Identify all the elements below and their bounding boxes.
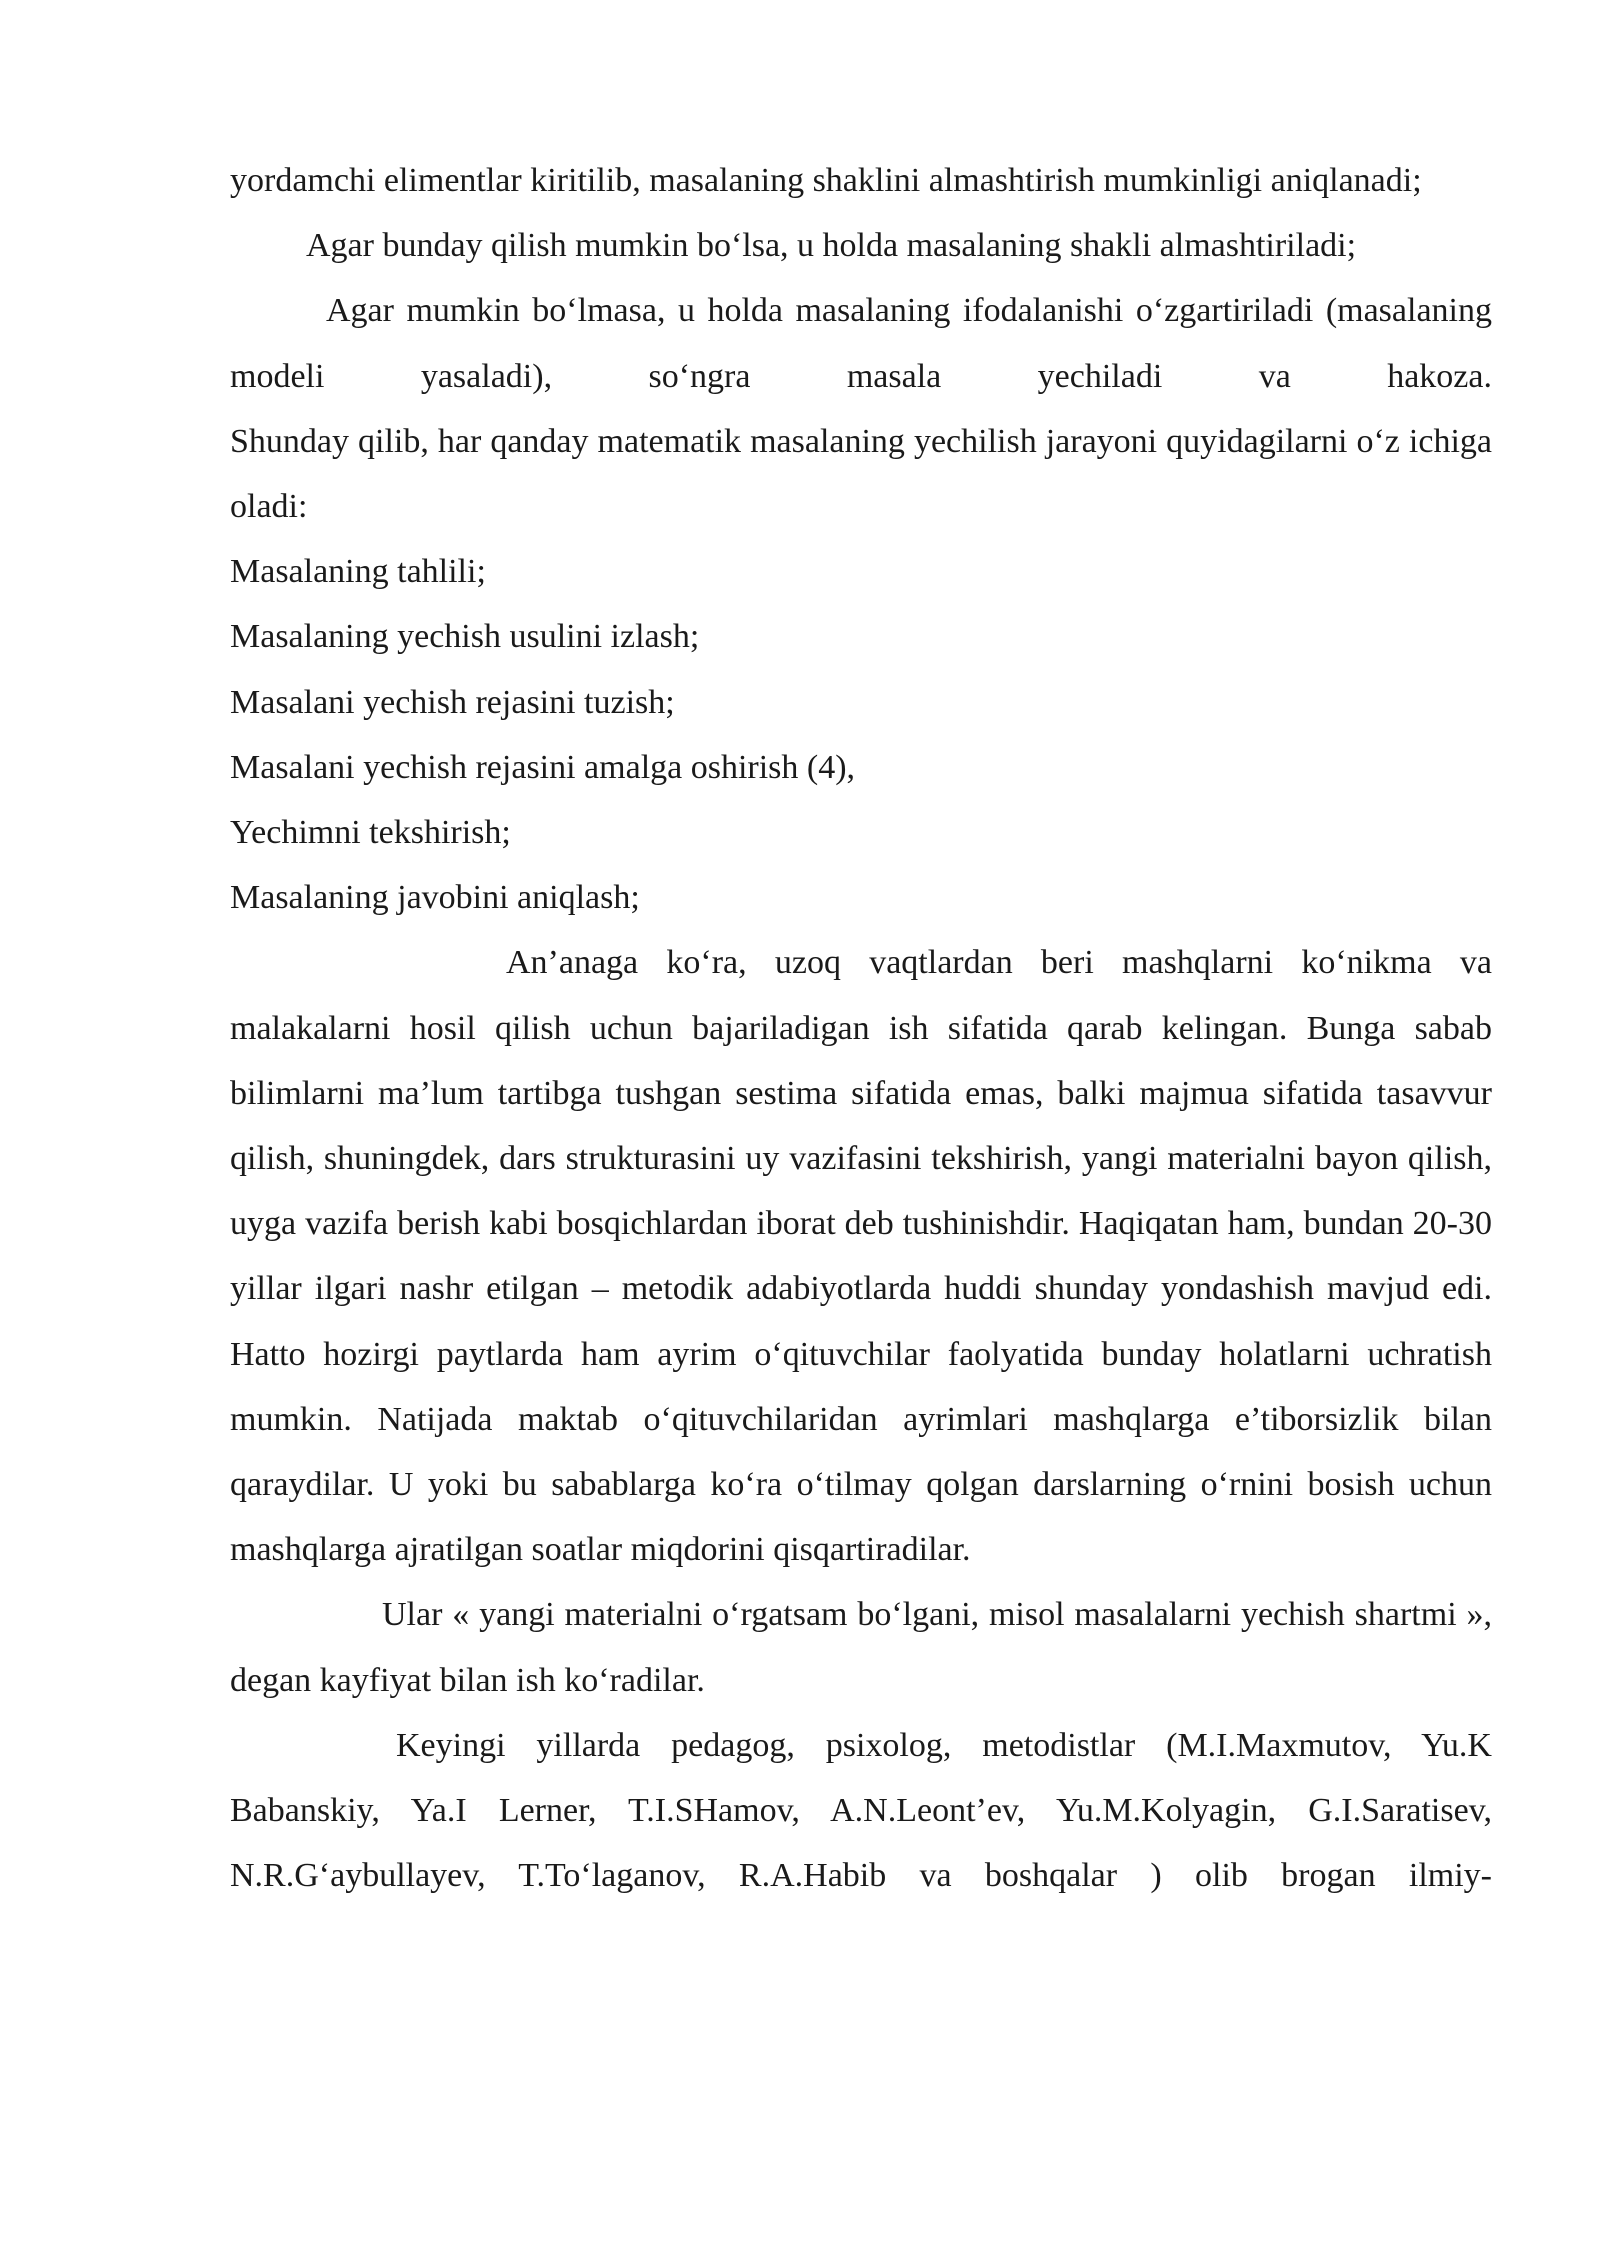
paragraph-8: Keyingi yillarda pedagog, psixolog, metodistlar (M.I.Maxmutov, Yu.K Babanskiy, Ya.I Lerner, T.I.SHamov, A.N.Leont’ev, Yu.M.Kolyagin, G.I.Saratisev, N.R.G‘aybullayev, T.To‘laganov, R.A.Habib va boshqalar ) olib brogan ilmiy- <box>230 1726 1492 1895</box>
list-item-plan-execution: Masalani yechish rejasini amalga oshirish (4), <box>230 748 856 786</box>
paragraph-7: Ular « yangi materialni o‘rgatsam bo‘lgani, misol masalalarni yechish shartmi », degan kayfiyat bilan ish ko‘radilar. <box>230 1596 1492 1699</box>
list-item-plan: Masalani yechish rejasini tuzish; <box>230 683 675 721</box>
list-item-method-search: Masalaning yechish usulini izlash; <box>230 618 700 656</box>
document-body <box>230 148 1492 1908</box>
list-item-answer: Masalaning javobini aniqlash; <box>230 879 640 917</box>
paragraph-5: An’anaga ko‘ra, uzoq vaqtlardan beri mashqlarni ko‘nikma va malakalarni hosil qilish uchun bajariladigan ish sifatida qarab kelingan. Bunga sabab bilimlarni ma’lum tartibga tushgan sestima sifatida emas, balki majmua sifatida tasavvur qilish, shuningdek, dars strukturasini uy vazifasini tekshirish, yangi materialni bayon qilish, uyga vazifa berish kabi bosqichlardan iborat deb tushinishdir. Haqiqatan ham, bundan 20-30 yillar ilgari nashr etilgan – metodik adabiyotlarda huddi shunday yondashish mavjud edi. <box>230 944 1492 1308</box>
list-item-analysis: Masalaning tahlili; <box>230 553 486 591</box>
paragraph-3: Agar mumkin bo‘lmasa, u holda masalaning ifodalanishi o‘zgartiriladi (masalaning modeli yasaladi), so‘ngra masala yechiladi va hakoza. <box>230 292 1492 395</box>
list-item-check: Yechimni tekshirish; <box>230 814 511 852</box>
paragraph-6: Hatto hozirgi paytlarda ham ayrim o‘qituvchilar faolyatida bunday holatlarni uchratish mumkin. Natijada maktab o‘qituvchilaridan ayrimlari mashqlarga e’tiborsizlik bilan qaraydilar. U yoki bu sabablarga ko‘ra o‘tilmay qolgan darslarning o‘rnini bosish uchun mashqlarga ajratilgan soatlar miqdorini qisqartiradilar. <box>230 1335 1492 1569</box>
paragraph-4: Shunday qilib, har qanday matematik masalaning yechilish jarayoni quyidagilarni o‘z ichiga oladi: <box>230 422 1492 526</box>
paragraph-2: Agar bunday qilish mumkin bo‘lsa, u holda masalaning shakli almashtiriladi; <box>306 227 1357 265</box>
paragraph-1: yordamchi elimentlar kiritilib, masalaning shaklini almashtirish mumkinligi aniqlanadi; <box>230 162 1422 199</box>
